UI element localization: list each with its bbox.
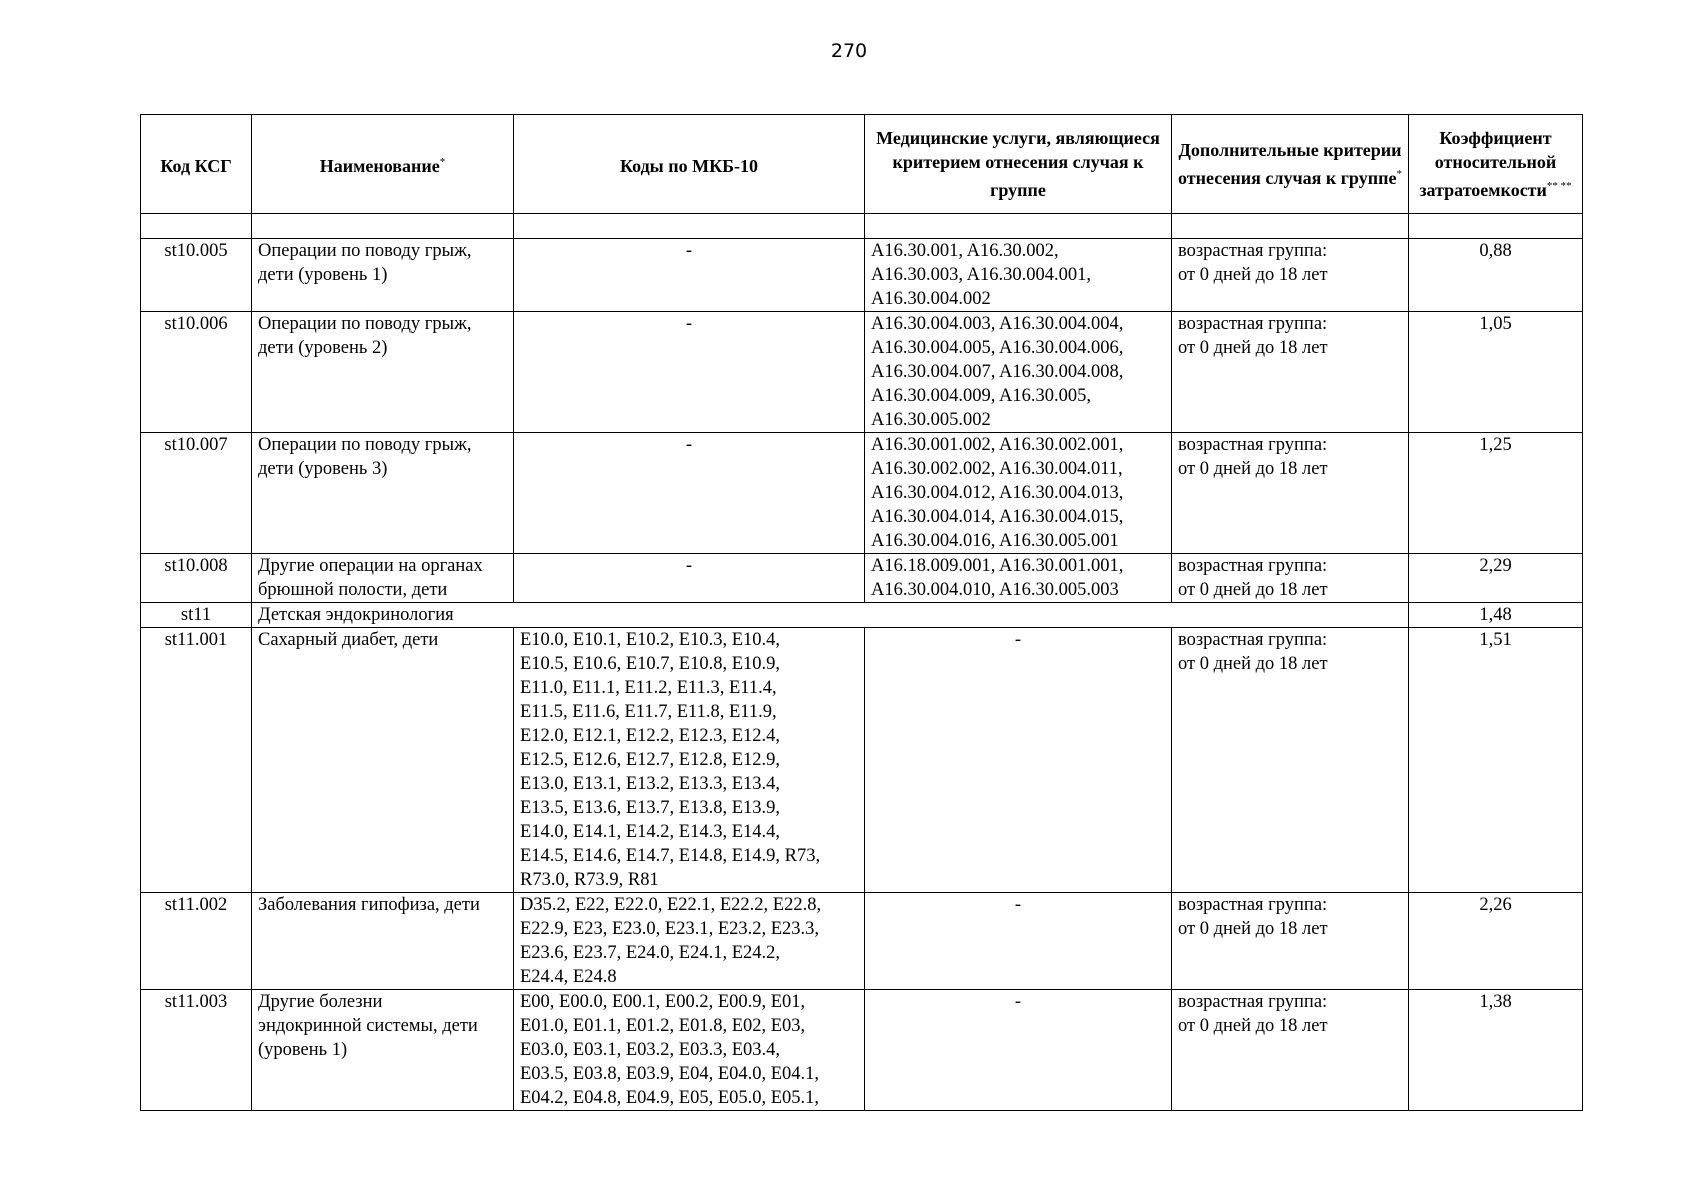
coefficient: 2,26: [1409, 893, 1583, 990]
ksg-name: Операции по поводу грыж, дети (уровень 2): [252, 312, 514, 433]
extra-criteria: возрастная группа: от 0 дней до 18 лет: [1172, 990, 1409, 1111]
coefficient: 0,88: [1409, 239, 1583, 312]
header-services: Медицинские услуги, являющиеся критерием отнесения случая к группе: [865, 115, 1172, 214]
extra-criteria: возрастная группа: от 0 дней до 18 лет: [1172, 312, 1409, 433]
extra-criteria: возрастная группа: от 0 дней до 18 лет: [1172, 239, 1409, 312]
icd-codes: -: [514, 433, 865, 554]
coefficient: 1,38: [1409, 990, 1583, 1111]
group-name: Детская эндокринология: [252, 603, 1409, 628]
medical-services: -: [865, 628, 1172, 893]
table-row: [141, 893, 1583, 990]
ksg-name: Заболевания гипофиза, дети: [252, 893, 514, 990]
group-row: [141, 603, 1583, 628]
spacer-row: [141, 214, 1583, 239]
icd-codes: -: [514, 554, 865, 603]
group-code: st11: [141, 603, 252, 628]
rows-section-1: [141, 239, 1583, 603]
table-row: [141, 239, 1583, 312]
medical-services: -: [865, 893, 1172, 990]
ksg-code: st11.001: [141, 628, 252, 893]
extra-criteria: возрастная группа: от 0 дней до 18 лет: [1172, 893, 1409, 990]
ksg-code: st10.006: [141, 312, 252, 433]
table-row: [141, 628, 1583, 893]
coefficient: 1,51: [1409, 628, 1583, 893]
ksg-name: Операции по поводу грыж, дети (уровень 3): [252, 433, 514, 554]
icd-codes: D35.2, E22, E22.0, E22.1, E22.2, E22.8, E22.9, E23, E23.0, E23.1, E23.2, E23.3, E23.6, E23.7, E24.0, E24.1, E24.2, E24.4, E24.8: [514, 893, 865, 990]
group-coef: 1,48: [1409, 603, 1583, 628]
ksg-code: st10.008: [141, 554, 252, 603]
rows-section-2: [141, 628, 1583, 1111]
header-ksg-code: Код КСГ: [141, 115, 252, 214]
medical-services: A16.18.009.001, A16.30.001.001, A16.30.004.010, A16.30.005.003: [865, 554, 1172, 603]
coefficient: 1,05: [1409, 312, 1583, 433]
table-row: [141, 312, 1583, 433]
ksg-name: Сахарный диабет, дети: [252, 628, 514, 893]
coefficient: 2,29: [1409, 554, 1583, 603]
ksg-name: Другие болезни эндокринной системы, дети (уровень 1): [252, 990, 514, 1111]
header-row: [141, 115, 1583, 214]
ksg-code: st10.007: [141, 433, 252, 554]
icd-codes: E00, E00.0, E00.1, E00.2, E00.9, E01, E01.0, E01.1, E01.2, E01.8, E02, E03, E03.0, E03.1, E03.2, E03.3, E03.4, E03.5, E03.8, E03.9, E04, E04.0, E04.1, E04.2, E04.8, E04.9, E05, E05.0, E05.1,: [514, 990, 865, 1111]
ksg-code: st11.003: [141, 990, 252, 1111]
coefficient: 1,25: [1409, 433, 1583, 554]
extra-criteria: возрастная группа: от 0 дней до 18 лет: [1172, 554, 1409, 603]
extra-criteria: возрастная группа: от 0 дней до 18 лет: [1172, 433, 1409, 554]
ksg-table: [140, 114, 1583, 1111]
icd-codes: -: [514, 312, 865, 433]
header-extra-criteria: Дополнительные критерии отнесения случая к группе*: [1172, 115, 1409, 214]
header-coefficient: Коэффициент относительной затратоемкости** **: [1409, 115, 1583, 214]
header-name: Наименование*: [252, 115, 514, 214]
table-row: [141, 433, 1583, 554]
medical-services: A16.30.001, A16.30.002, A16.30.003, A16.30.004.001, A16.30.004.002: [865, 239, 1172, 312]
icd-codes: E10.0, E10.1, E10.2, E10.3, E10.4, E10.5, E10.6, E10.7, E10.8, E10.9, E11.0, E11.1, E11.2, E11.3, E11.4, E11.5, E11.6, E11.7, E11.8, E11.9, E12.0, E12.1, E12.2, E12.3, E12.4, E12.5, E12.6, E12.7, E12.8, E12.9, E13.0, E13.1, E13.2, E13.3, E13.4, E13.5, E13.6, E13.7, E13.8, E13.9, E14.0, E14.1, E14.2, E14.3, E14.4, E14.5, E14.6, E14.7, E14.8, E14.9, R73, R73.0, R73.9, R81: [514, 628, 865, 893]
ksg-code: st10.005: [141, 239, 252, 312]
extra-criteria: возрастная группа: от 0 дней до 18 лет: [1172, 628, 1409, 893]
table-row: [141, 554, 1583, 603]
medical-services: A16.30.004.003, A16.30.004.004, A16.30.004.005, A16.30.004.006, A16.30.004.007, A16.30.004.008, A16.30.004.009, A16.30.005, A16.30.005.002: [865, 312, 1172, 433]
page-number: 270: [830, 40, 868, 62]
ksg-name: Операции по поводу грыж, дети (уровень 1): [252, 239, 514, 312]
ksg-code: st11.002: [141, 893, 252, 990]
header-icd-codes: Коды по МКБ-10: [514, 115, 865, 214]
icd-codes: -: [514, 239, 865, 312]
medical-services: -: [865, 990, 1172, 1111]
table-row: [141, 990, 1583, 1111]
medical-services: A16.30.001.002, A16.30.002.001, A16.30.002.002, A16.30.004.011, A16.30.004.012, A16.30.004.013, A16.30.004.014, A16.30.004.015, A16.30.004.016, A16.30.005.001: [865, 433, 1172, 554]
ksg-name: Другие операции на органах брюшной полости, дети: [252, 554, 514, 603]
